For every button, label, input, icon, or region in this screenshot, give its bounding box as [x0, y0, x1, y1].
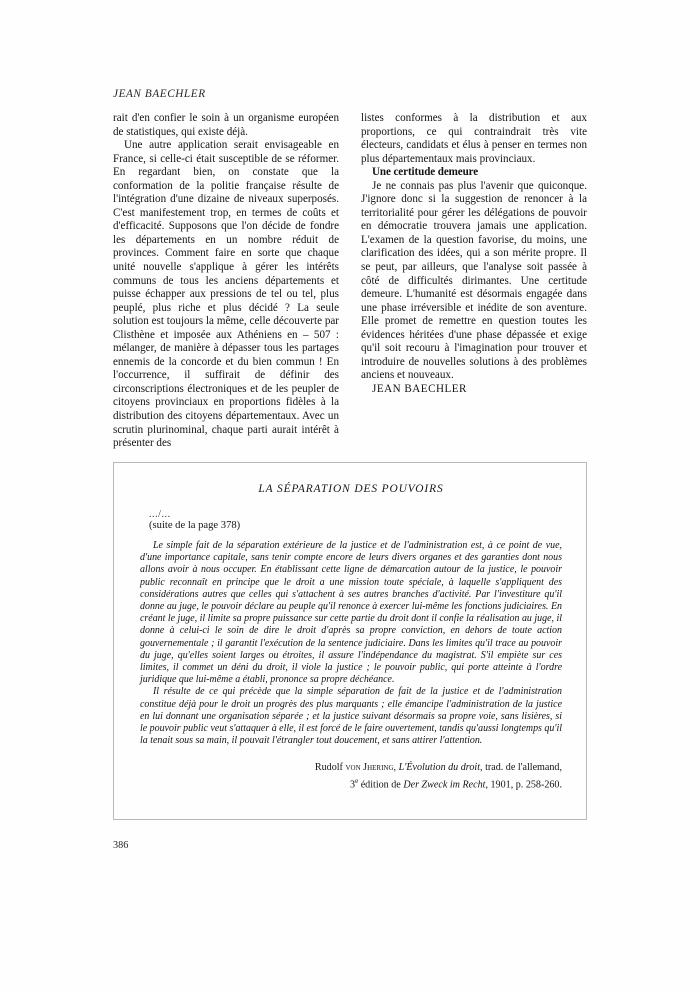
insert-title: LA SÉPARATION DES POUVOIRS	[258, 483, 444, 495]
attribution-comma: ,	[393, 762, 397, 774]
paragraph-continuation-left: rait d'en confier le soin à un organisme européen de statistiques, qui existe déjà.	[113, 112, 339, 138]
attribution-edition-suffix: , 1901, p. 258-260.	[485, 779, 562, 791]
insert-ellipsis-mark: .../...	[149, 509, 171, 520]
paragraph-continuation-right: listes conformes à la distribution et aux proportions, ce qui contraindrait très vite électeurs, candidats et élus à penser en termes non plus départementaux mais provinciaux.	[361, 112, 587, 165]
right-column	[361, 112, 587, 451]
paragraph-left-1: Une autre application serait envisageable en France, si celle-ci était susceptible de se réformer. En regardant bien, on constate que la conformation de la politie française résulte de l'intégration d'une dizaine de niveaux superposés. C'est manifestement trop, en termes de coûts et d'efficacité. Supposons que l'on décide de fondre les départements en un nombre réduit de provinces. Comment faire en sorte que chaque unité nouvelle s'applique à gérer les intérêts communs de tous les anciens départements et puisse échapper aux pressions de tel ou tel, plus peuplé, plus riche et plus décidé ? La seule solution est toujours la même, celle découverte par Clisthène et imposée aux Athéniens en – 507 : mélanger, de manière à dépasser tous les partages ennemis de la concorde et du bien commun ! En l'occurrence, il suffirait de définir des circonscriptions électroniques et de les peupler de citoyens provinciaux en proportions fidèles à la distribution des citoyens départementaux. Avec un scrutin plurinominal, chaque parti aurait intérêt à présenter des	[113, 139, 339, 450]
paragraph-right-1: Je ne connais pas plus l'avenir que quiconque. J'ignore donc si la suggestion de renoncer à la territorialité pour gérer les délégations de pouvoir en démocratie trouvera jamais une application. L'examen de la question favorise, du moins, une clarification des idées, qui a son mérite propre. Il se peut, par ailleurs, que l'analyse soit passée à côté de difficultés dirimantes. Une certitude demeure. L'humanité est désormais engagée dans une phase irréversible et inédite de son aventure. Elle promet de remettre en question toutes les évidences héritées d'une phase dépassée et exige qu'il soit recouru à l'imagination pour trouver et introduire de nouvelles solutions à des problèmes anciens et nouveaux.	[361, 179, 587, 382]
attribution-edition-superscript: e	[355, 777, 359, 786]
attribution-author-last: Jhering	[363, 762, 394, 774]
attribution-author-particle: von	[345, 762, 361, 774]
insert-paragraph-2: Il résulte de ce qui précède que la simple séparation de fait de la justice et de l'administration constitue déjà pour le droit un progrès des plus marquants ; elle émancipe l'administration de la justice en lui donnant une organisation séparée ; et la justice suivant désormais sa propre voie, sans lisières, si le pouvoir public veut s'attaquer à elle, il est forcé de le faire ouvertement, tandis qu'aussi longtemps qu'il la tenait sous sa main, il pouvait l'étrangler tout doucement, et sans attirer l'attention.	[140, 686, 562, 747]
insert-paragraph-1: Le simple fait de la séparation extérieure de la justice et de l'administration est, à ce point de vue, d'une importance capitale, sans tenir compte encore de leurs divers organes et des garanties dont nous allons avoir à nous occuper. En établissant cette ligne de démarcation autour de la justice, le pouvoir public reconnaît en principe que le droit a une mission toute spéciale, à laquelle s'appliquent des considérations autres que celles qui s'attachent à ses autres branches d'activité. Par l'investiture qu'il donne au juge, le pouvoir déclare au peuple qu'il renonce à exercer lui-même les fonctions judiciaires. En créant le juge, il limite sa propre puissance sur cette partie du droit dont il confie la réalisation au juge, il donne à celui-ci le soin de dire le droit d'après sa propre conviction, en dehors de toute action gouvernementale ; il garantit l'exécution de la sentence judiciaire. Dans les limites qu'il trace au pouvoir du juge, qu'elles soient larges ou étroites, il assure l'indépendance du magistrat. S'il empiète sur ces limites, il commet un déni du droit, il viole la justice ; le pouvoir public, qui porte atteinte à l'ordre juridique que lui-même a établi, prononce sa propre déchéance.	[140, 540, 562, 686]
insert-body	[140, 540, 562, 747]
attribution-line-1	[140, 762, 562, 775]
left-column	[113, 112, 339, 451]
attribution-edition-title: Der Zweck im Recht	[403, 779, 486, 791]
insert-inner	[114, 463, 586, 806]
attribution-edition-prefix: 3	[350, 779, 356, 791]
attribution-translation-note: , trad. de l'allemand,	[480, 762, 562, 774]
insert-attribution	[140, 762, 562, 792]
attribution-work-title: L'Évolution du droit	[398, 762, 481, 774]
running-head: JEAN BAECHLER	[113, 88, 206, 100]
two-column-body	[113, 112, 587, 451]
author-byline: JEAN BAECHLER	[372, 382, 467, 395]
attribution-author-first: Rudolf	[314, 762, 343, 774]
insert-continuation-note: (suite de la page 378)	[149, 520, 241, 531]
page-folio: 386	[113, 840, 129, 851]
attribution-edition-text: édition de	[358, 779, 404, 791]
section-heading: Une certitude demeure	[372, 166, 479, 179]
attribution-line-2	[140, 775, 562, 792]
boxed-insert	[113, 462, 587, 820]
